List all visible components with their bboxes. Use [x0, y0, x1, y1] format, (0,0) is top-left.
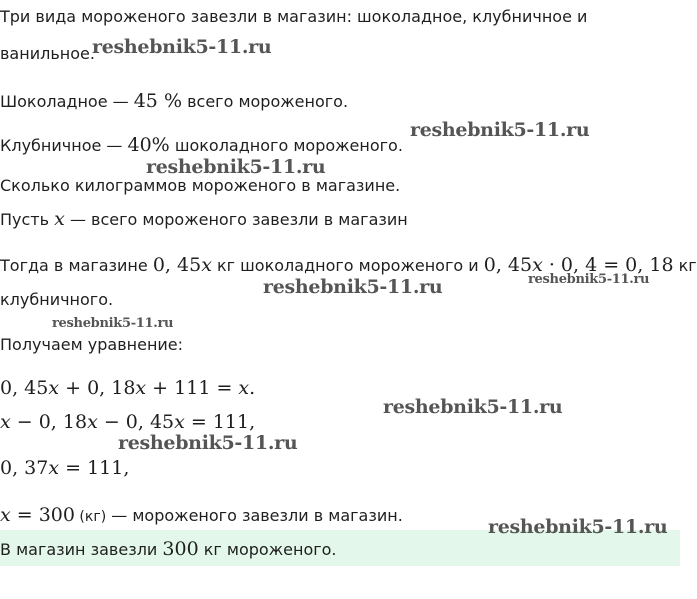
then-mid: кг шоколадного мороженого и: [211, 256, 484, 275]
result-var: x: [0, 504, 11, 526]
answer-line: [0, 538, 337, 561]
eq2-var: x: [174, 411, 185, 433]
strawberry-tail: шоколадного мороженого.: [169, 136, 403, 155]
then-expr2-rest: · 0, 4 = 0, 18: [542, 254, 674, 276]
result-value: = 300: [10, 504, 75, 526]
let-tail: — всего мороженого завезли в магазин: [64, 210, 408, 229]
then-expr2-var: x: [532, 254, 543, 276]
equation-1: [0, 377, 255, 399]
watermark: reshebnik5-11.ru: [146, 156, 326, 178]
strawberry-percent-value: 40%: [127, 134, 170, 156]
eq1-part: + 111 =: [146, 377, 239, 399]
eq3-part: 0, 37: [0, 457, 49, 479]
variable-x: x: [54, 208, 65, 230]
result-unit: (кг): [74, 509, 107, 525]
watermark: reshebnik5-11.ru: [383, 396, 563, 418]
then-expr2-num: 0, 45: [483, 254, 533, 276]
equation-intro: Получаем уравнение:: [0, 335, 184, 354]
question-line: Сколько килограммов мороженого в магазине.: [0, 176, 401, 195]
watermark: reshebnik5-11.ru: [263, 276, 443, 298]
let-line: [0, 208, 408, 231]
chocolate-percent-sign: %: [157, 90, 182, 112]
chocolate-tail: всего мороженого.: [182, 92, 349, 111]
eq1-part: 0, 45: [0, 377, 49, 399]
eq1-part: + 0, 18: [59, 377, 136, 399]
answer-value: 300: [162, 538, 199, 560]
watermark: reshebnik5-11.ru: [528, 272, 650, 287]
chocolate-share-line: [0, 90, 348, 113]
eq2-part: − 0, 18: [10, 411, 88, 433]
result-text: — мороженого завезли в магазин.: [106, 506, 403, 525]
strawberry-share-line: [0, 134, 403, 157]
chocolate-label: Шоколадное —: [0, 92, 134, 111]
then-line-2: клубничного.: [0, 290, 114, 309]
chocolate-percent-value: 45: [133, 90, 158, 112]
eq3-part: = 111,: [59, 457, 130, 479]
eq3-var: x: [48, 457, 60, 479]
answer-label: В магазин завезли: [0, 540, 163, 559]
equation-2: [0, 411, 255, 433]
watermark: reshebnik5-11.ru: [52, 316, 174, 331]
eq2-var: x: [0, 411, 11, 433]
then-unit: кг: [673, 256, 697, 275]
eq1-part: .: [249, 377, 256, 399]
eq2-part: − 0, 45: [97, 411, 175, 433]
eq2-var: x: [87, 411, 98, 433]
watermark: reshebnik5-11.ru: [488, 516, 668, 538]
eq1-var: x: [135, 377, 147, 399]
let-label: Пусть: [0, 210, 55, 229]
eq1-var: x: [238, 377, 250, 399]
watermark: reshebnik5-11.ru: [118, 432, 298, 454]
eq2-part: = 111,: [184, 411, 256, 433]
watermark: reshebnik5-11.ru: [92, 36, 272, 58]
result-line: [0, 504, 403, 528]
eq1-var: x: [48, 377, 60, 399]
then-expr1-var: x: [201, 254, 212, 276]
problem-line-2: ванильное.: [0, 44, 95, 63]
then-label: Тогда в магазине: [0, 256, 153, 275]
equation-3: [0, 457, 129, 479]
problem-line-1: Три вида мороженого завезли в магазин: шоколадное, клубничное и: [0, 7, 588, 26]
then-expr1-num: 0, 45: [152, 254, 202, 276]
watermark: reshebnik5-11.ru: [410, 119, 590, 141]
strawberry-label: Клубничное —: [0, 136, 128, 155]
answer-tail: кг мороженого.: [198, 540, 337, 559]
